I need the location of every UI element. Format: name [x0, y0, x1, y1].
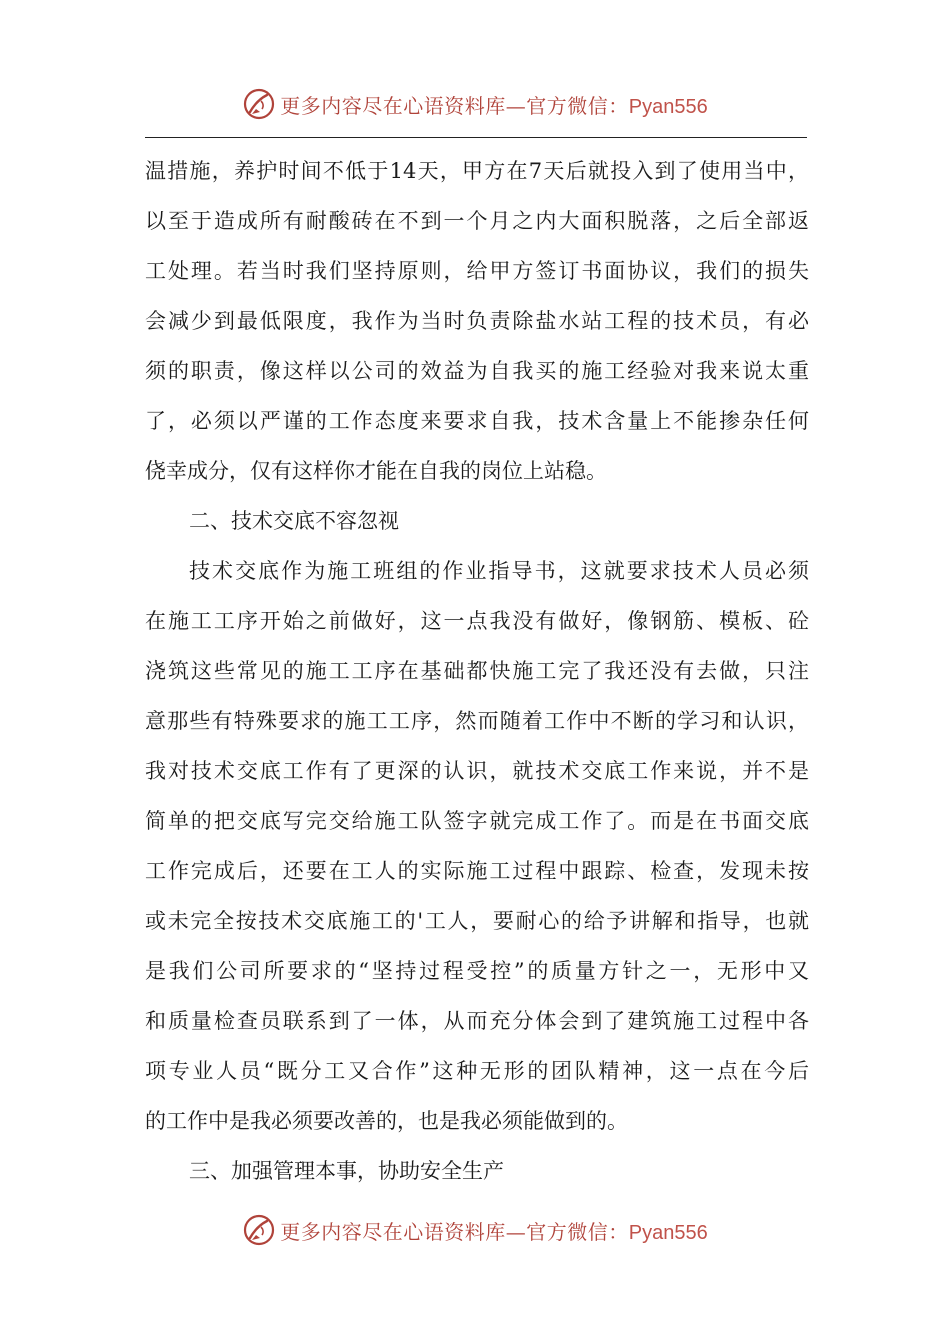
wechat-handle: Pyan556	[628, 95, 708, 118]
text-line: 工作完成后，还要在工人的实际施工过程中跟踪、检查，发现未按	[145, 859, 809, 883]
pen-logo-icon	[242, 1213, 276, 1247]
text-line: 会减少到最低限度，我作为当时负责除盐水站工程的技术员，有必	[145, 309, 809, 333]
text-line: 我对技术交底工作有了更深的认识，就技术交底工作来说，并不是	[145, 759, 809, 783]
text-line: 温措施，养护时间不低于14天，甲方在7天后就投入到了使用当中，	[145, 159, 809, 183]
text-line: 和质量检查员联系到了一体，从而充分体会到了建筑施工过程中各	[145, 1009, 809, 1033]
text-line: 项专业人员“既分工又合作”这种无形的团队精神，这一点在今后	[145, 1059, 809, 1083]
wechat-handle: Pyan556	[628, 1221, 708, 1244]
text-line: 的工作中是我必须要改善的，也是我必须能做到的。	[145, 1109, 628, 1133]
text-line: 浇筑这些常见的施工工序在基础都快施工完了我还没有去做，只注	[145, 659, 809, 683]
text-line: 以至于造成所有耐酸砖在不到一个月之内大面积脱落，之后全部返	[145, 209, 809, 233]
document-body	[145, 146, 809, 1196]
banner-label: 更多内容尽在心语资料库—官方微信：	[280, 1219, 629, 1244]
header-divider	[145, 137, 807, 138]
text-line: 二、技术交底不容忽视	[189, 509, 399, 533]
text-line: 工处理。若当时我们坚持原则，给甲方签订书面协议，我们的损失	[145, 259, 809, 283]
banner-label: 更多内容尽在心语资料库—官方微信：	[280, 93, 629, 118]
text-line: 技术交底作为施工班组的作业指导书，这就要求技术人员必须	[189, 559, 809, 583]
banner-text	[280, 1216, 707, 1245]
text-line: 了，必须以严谨的工作态度来要求自我，技术含量上不能掺杂任何	[145, 409, 809, 433]
text-line: 是我们公司所要求的“坚持过程受控”的质量方针之一，无形中又	[145, 959, 809, 983]
text-line: 侥幸成分，仅有这样你才能在自我的岗位上站稳。	[145, 459, 607, 483]
text-line: 意那些有特殊要求的施工工序，然而随着工作中不断的学习和认识，	[145, 709, 809, 733]
pen-logo-icon	[242, 87, 276, 121]
text-line: 三、加强管理本事，协助安全生产	[189, 1159, 504, 1183]
text-line: 须的职责，像这样以公司的效益为自我买的施工经验对我来说太重	[145, 359, 809, 383]
text-line: 或未完全按技术交底施工的'工人，要耐心的给予讲解和指导，也就	[145, 909, 809, 933]
banner-text	[280, 90, 707, 119]
text-line: 简单的把交底写完交给施工队签字就完成工作了。而是在书面交底	[145, 809, 809, 833]
header-banner	[0, 84, 950, 124]
text-line: 在施工工序开始之前做好，这一点我没有做好，像钢筋、模板、砼	[145, 609, 809, 633]
footer-banner	[0, 1210, 950, 1250]
